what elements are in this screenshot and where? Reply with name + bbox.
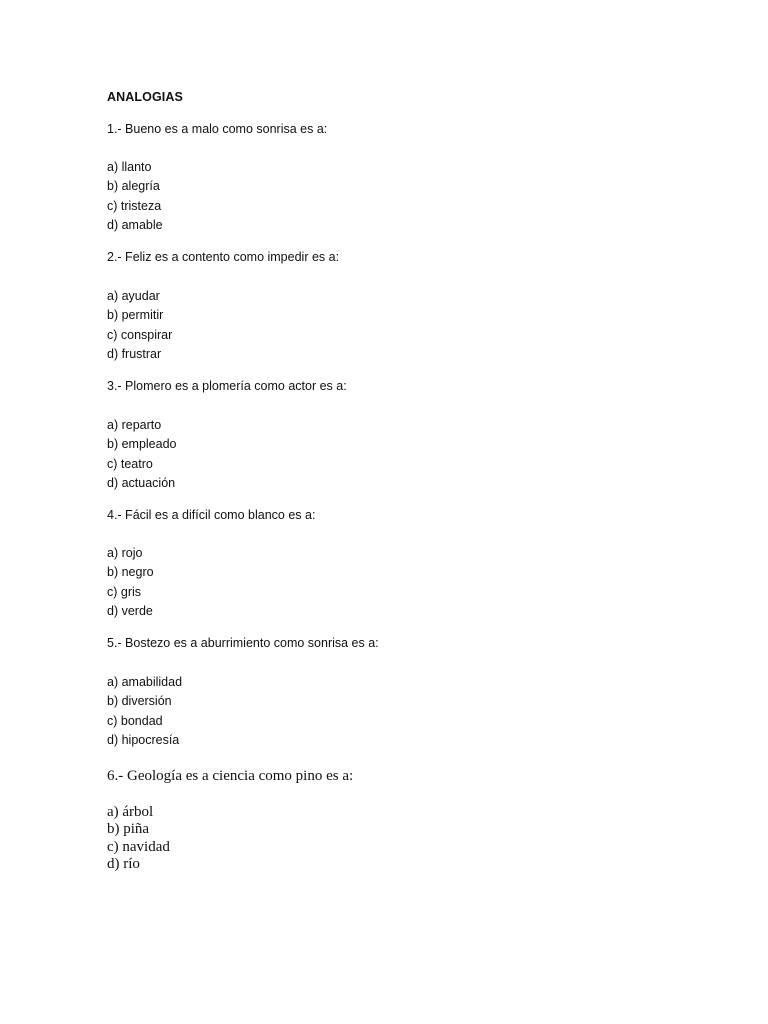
option-a: a) árbol [107, 804, 154, 820]
question-4-options [107, 546, 154, 624]
option-b: b) diversión [107, 694, 172, 709]
question-3-options [107, 418, 177, 496]
option-b: b) empleado [107, 437, 177, 452]
option-d: d) frustrar [107, 347, 162, 362]
option-b: b) alegría [107, 179, 160, 194]
question-5-options [107, 675, 182, 753]
option-c: c) gris [107, 584, 142, 599]
option-b: b) piña [107, 821, 150, 838]
option-a: a) rojo [107, 546, 143, 560]
question-4-prompt: 4.- Fácil es a difícil como blanco es a: [107, 508, 316, 522]
option-d: d) amable [107, 218, 163, 233]
option-d: d) verde [107, 604, 153, 619]
option-d: d) actuación [107, 476, 176, 491]
option-c: c) tristeza [107, 198, 162, 213]
option-c: c) navidad [107, 838, 170, 855]
question-2-prompt: 2.- Feliz es a contento como impedir es a: [107, 250, 340, 264]
option-c: c) bondad [107, 713, 163, 728]
option-b: b) negro [107, 565, 154, 580]
option-c: c) conspirar [107, 327, 173, 342]
question-3-prompt: 3.- Plomero es a plomería como actor es a: [107, 379, 347, 393]
option-a: a) llanto [107, 160, 152, 174]
question-6-prompt: 6.- Geología es a ciencia como pino es a: [107, 768, 354, 784]
option-c: c) teatro [107, 456, 153, 471]
question-5-prompt: 5.- Bostezo es a aburrimiento como sonrisa es a: [107, 636, 379, 650]
question-6-options [107, 804, 170, 873]
question-2-options [107, 289, 172, 367]
option-a: a) ayudar [107, 289, 160, 303]
question-1-prompt: 1.- Bueno es a malo como sonrisa es a: [107, 122, 328, 136]
option-d: d) hipocresía [107, 733, 180, 748]
document-title: ANALOGIAS [107, 90, 183, 104]
option-b: b) permitir [107, 308, 164, 323]
option-a: a) amabilidad [107, 675, 183, 689]
option-a: a) reparto [107, 418, 162, 432]
question-1-options [107, 160, 163, 238]
option-d: d) río [107, 855, 140, 872]
